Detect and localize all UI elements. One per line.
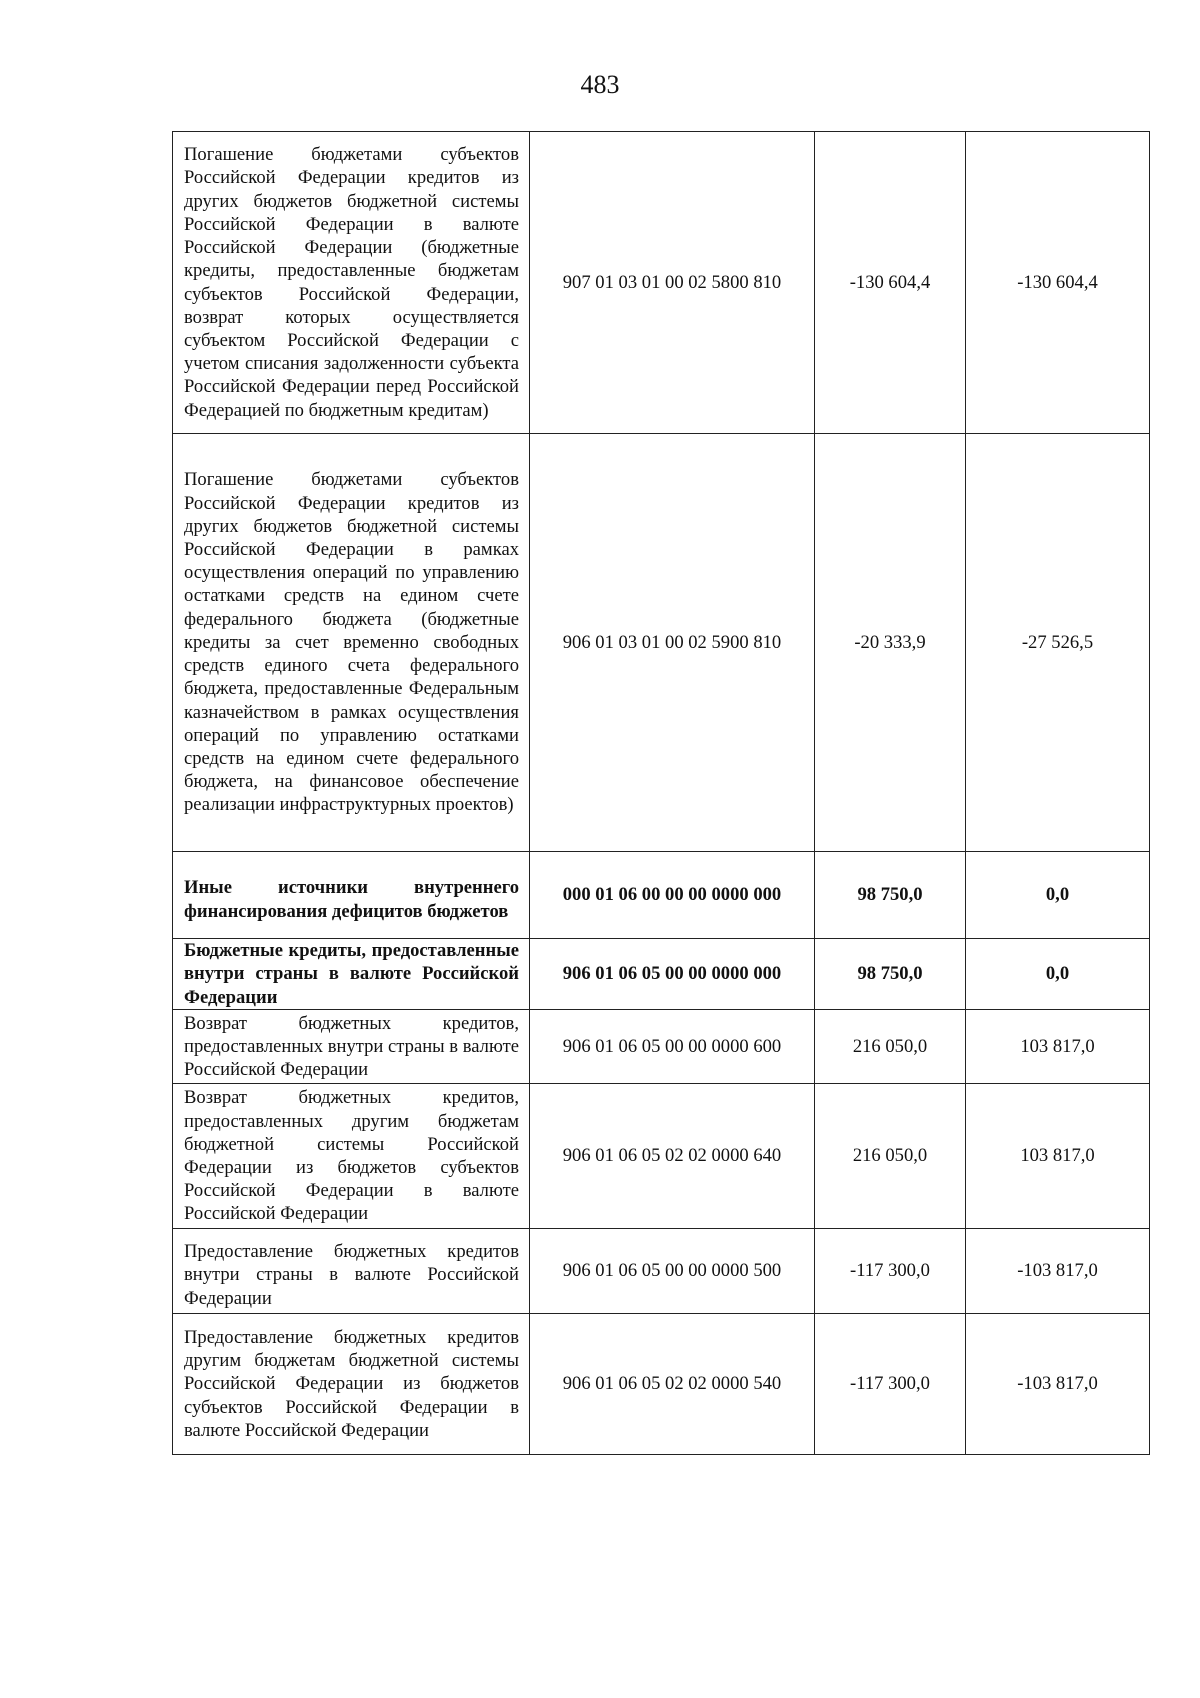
row-code: 906 01 06 05 00 00 0000 000 [530, 939, 815, 1010]
table-row [173, 1229, 1150, 1314]
page-number: 483 [580, 70, 620, 99]
table-row [173, 1314, 1150, 1455]
row-code: 906 01 06 05 00 00 0000 500 [530, 1229, 815, 1314]
row-description: Предоставление бюджетных кредитов другим бюджетам бюджетной системы Российской Федерации из бюджетов субъектов Российской Федерации в валюте Российской Федерации [173, 1314, 530, 1455]
row-code: 000 01 06 00 00 00 0000 000 [530, 852, 815, 939]
row-code: 906 01 06 05 00 00 0000 600 [530, 1010, 815, 1084]
row-description: Погашение бюджетами субъектов Российской Федерации кредитов из других бюджетов бюджетной системы Российской Федерации в валюте Российской Федерации (бюджетные кредиты, предоставленные бюджетам субъектов Российской Федерации, возврат которых осуществляется субъектом Российской Федерации с учетом списания задолженности субъекта Российской Федерации перед Российской Федерацией по бюджетным кредитам) [173, 132, 530, 434]
row-code: 906 01 03 01 00 02 5900 810 [530, 434, 815, 852]
row-value-2: 0,0 [966, 939, 1150, 1010]
row-value-1: 216 050,0 [815, 1010, 966, 1084]
table-row [173, 939, 1150, 1010]
row-code: 906 01 06 05 02 02 0000 640 [530, 1084, 815, 1229]
budget-sources-table [172, 131, 1150, 1455]
row-value-1: 98 750,0 [815, 852, 966, 939]
table-row [173, 434, 1150, 852]
row-description: Бюджетные кредиты, предоставленные внутри страны в валюте Российской Федерации [173, 939, 530, 1010]
row-value-1: -117 300,0 [815, 1229, 966, 1314]
row-value-1: 98 750,0 [815, 939, 966, 1010]
row-value-1: -20 333,9 [815, 434, 966, 852]
row-value-2: -130 604,4 [966, 132, 1150, 434]
row-value-1: 216 050,0 [815, 1084, 966, 1229]
table-row [173, 1010, 1150, 1084]
row-value-2: -103 817,0 [966, 1314, 1150, 1455]
row-code: 906 01 06 05 02 02 0000 540 [530, 1314, 815, 1455]
row-value-2: -103 817,0 [966, 1229, 1150, 1314]
table-row [173, 1084, 1150, 1229]
row-value-1: -117 300,0 [815, 1314, 966, 1455]
row-code: 907 01 03 01 00 02 5800 810 [530, 132, 815, 434]
row-value-2: 103 817,0 [966, 1010, 1150, 1084]
row-value-2: -27 526,5 [966, 434, 1150, 852]
row-description: Иные источники внутреннего финансирования дефицитов бюджетов [173, 852, 530, 939]
row-description: Погашение бюджетами субъектов Российской Федерации кредитов из других бюджетов бюджетной системы Российской Федерации в рамках осуществления операций по управлению остатками средств на едином счете федерального бюджета (бюджетные кредиты за счет временно свободных средств единого счета федерального бюджета, предоставленные Федеральным казначейством в рамках осуществления операций по управлению остатками средств на едином счете федерального бюджета, на финансовое обеспечение реализации инфраструктурных проектов) [173, 434, 530, 852]
row-description: Возврат бюджетных кредитов, предоставленных другим бюджетам бюджетной системы Российской Федерации из бюджетов субъектов Российской Федерации в валюте Российской Федерации [173, 1084, 530, 1229]
row-description: Предоставление бюджетных кредитов внутри страны в валюте Российской Федерации [173, 1229, 530, 1314]
table-row [173, 132, 1150, 434]
row-value-1: -130 604,4 [815, 132, 966, 434]
row-description: Возврат бюджетных кредитов, предоставленных внутри страны в валюте Российской Федерации [173, 1010, 530, 1084]
row-value-2: 0,0 [966, 852, 1150, 939]
row-value-2: 103 817,0 [966, 1084, 1150, 1229]
table-row [173, 852, 1150, 939]
